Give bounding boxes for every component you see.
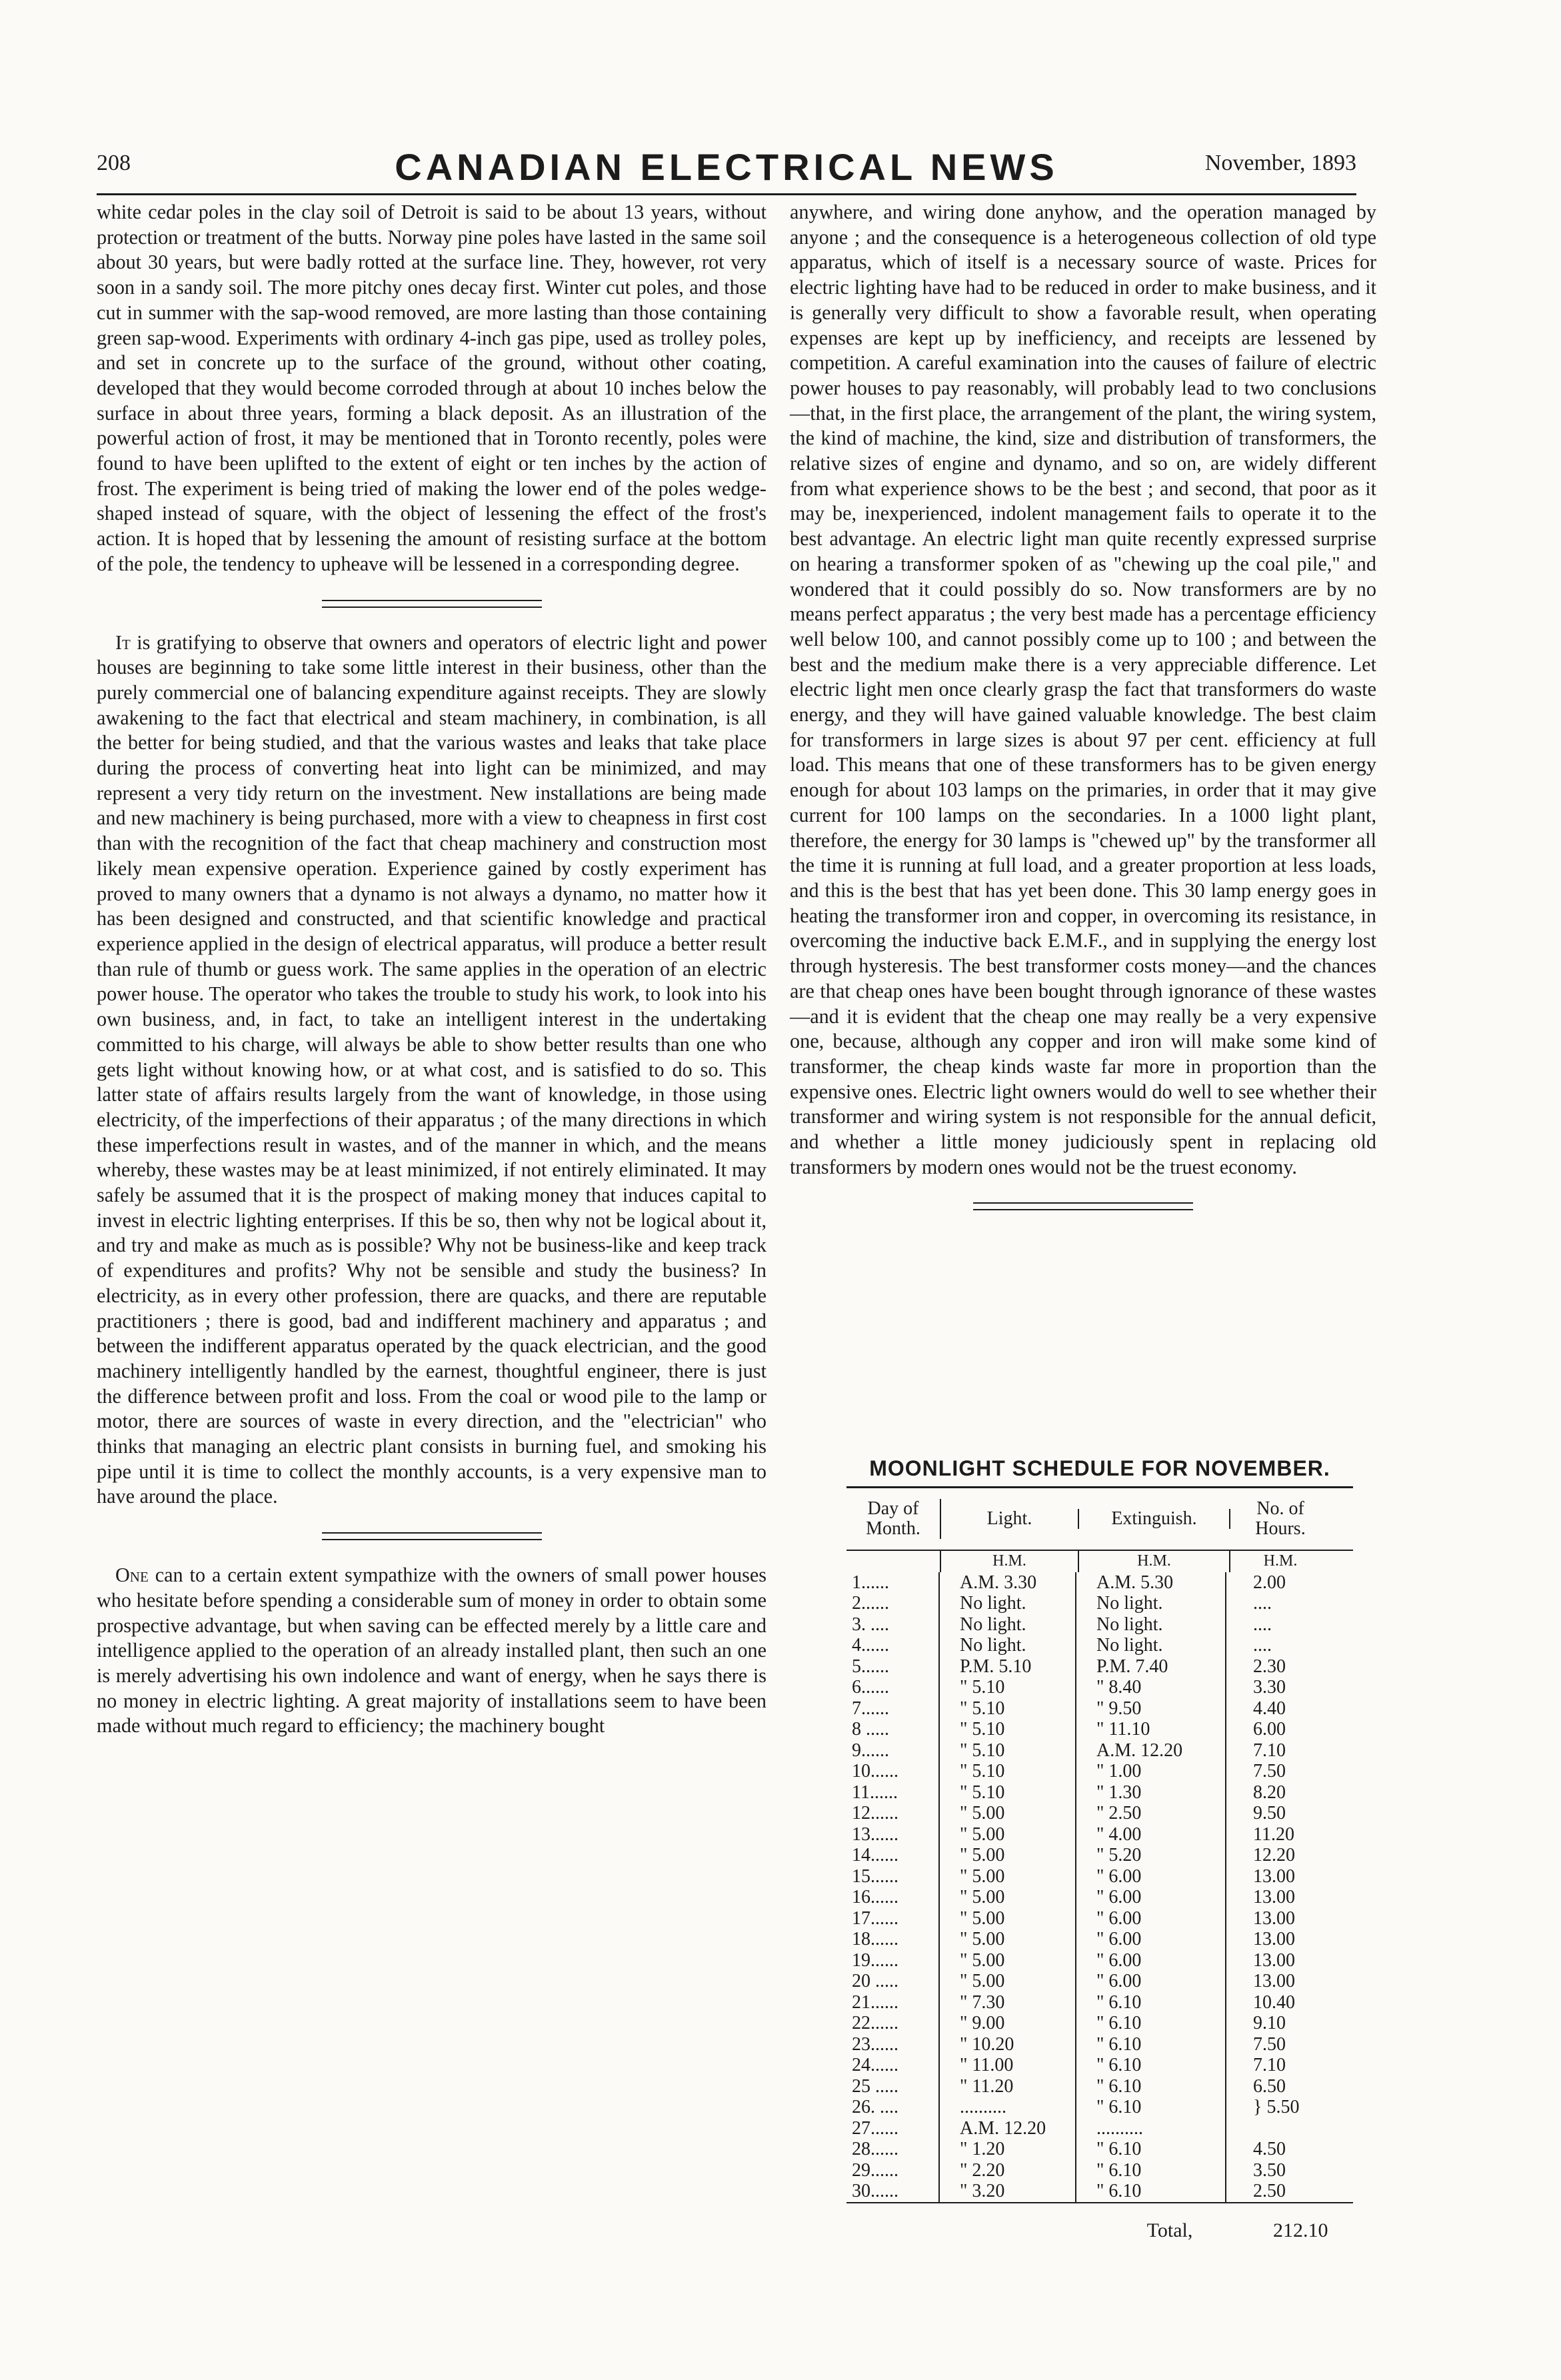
row-extinguish: No light. [1076, 1593, 1226, 1614]
paragraph-text: can to a certain extent sympathize with the owners of small power houses who hesitate before spending a considerable sum of money in order to obtain some prospective advantage, but when saving can be effected merely by a little care and intelligence applied to the operation of an already installed plant, then such an one is merely advertising his own indolence and want of energy, when he says there is no money in electric lighting. A great majority of installations seem to have been made without much regard to efficiency; the machinery bought [97, 1564, 767, 1738]
table-row [846, 1950, 1353, 1971]
row-hours: 6.00 [1253, 1719, 1286, 1740]
table-row [846, 1614, 1353, 1636]
row-light: .......... [940, 2097, 1076, 2118]
row-extinguish: " 1.30 [1076, 1782, 1226, 1803]
row-extinguish: " 6.10 [1076, 2013, 1226, 2034]
row-light: " 5.00 [940, 1845, 1076, 1866]
page-number: 208 [97, 151, 131, 175]
row-light: No light. [940, 1593, 1076, 1614]
row-extinguish: " 6.00 [1076, 1950, 1226, 1971]
table-row [846, 2160, 1353, 2181]
lead-word: One [115, 1564, 149, 1587]
row-light: " 10.20 [940, 2034, 1076, 2055]
table-row [846, 1593, 1353, 1614]
table-row [846, 2055, 1353, 2076]
row-extinguish: " 8.40 [1076, 1677, 1226, 1698]
row-light: A.M. 12.20 [940, 2118, 1076, 2139]
schedule-total [846, 2219, 1353, 2242]
table-row [846, 1782, 1353, 1803]
lead-word: It [115, 630, 131, 654]
article-paragraph-transformers: anywhere, and wiring done anyhow, and the operation managed by anyone ; and the consequence is a heterogeneous collection of old type apparatus, which of itself is a necessary source of waste. Prices for electric lighting have had to be reduced in order to make business, and it is generally very difficult to show a favorable result, when operating expenses are kept up by inefficiency, and receipts are lessened by competition. A careful examination into the causes of failure of electric power houses to pay reasonably, will probably lead to two conclusions—that, in the first place, the arrangement of the plant, the wiring system, the kind of machine, the kind, size and distribution of transformers, the relative sizes of engine and dynamo, and so on, are widely different from what experience shows to be the best ; and second, that poor as it may be, inexperienced, indolent management fails to operate it to the best advantage. An electric light man quite recently expressed surprise on hearing a transformer spoken of as "chewing up the coal pile," and wondered that it could possibly do so. Now transformers are by no means perfect apparatus ; the very best made has a percentage efficiency well below 100, and cannot possibly come up to 100 ; and between the best and the medium make there is a very appreciable difference. Let electric light men once clearly grasp the fact that transformers do waste energy, and they will have gained valuable knowledge. The best claim for transformers in large sizes is about 97 per cent. efficiency at full load. This means that one of these transformers has to be given energy enough for about 103 lamps on the primaries, in order that it may give current for 100 lamps on the secondaries. In a 1000 light plant, therefore, the energy for 30 lamps is "chewed up" by the transformer all the time it is running at full load, and a greater proportion at less loads, and this is the best that has yet been done. This 30 lamp energy goes in heating the transformer iron and copper, in overcoming its resistance, in overcoming the inductive back E.M.F., and in supplying the energy lost through hysteresis. The best transformer costs money—and the chances are that cheap ones have been bought through ignorance of these wastes—and it is evident that the cheap one may really be a very expensive one, because, although any copper and iron will make some kind of transformer, the cheap kinds waste far more in proportion than the expensive ones. Electric light owners would do well to see whether their transformer and wiring system is not responsible for the annual deficit, and whether a little money judiciously spent in replacing old transformers by modern ones would not be the truest economy. [790, 201, 1376, 1178]
row-hours: 13.00 [1253, 1887, 1295, 1907]
row-day: 3. .... [846, 1614, 940, 1636]
page-header [97, 145, 1356, 188]
row-day: 17...... [846, 1908, 940, 1929]
row-extinguish: A.M. 5.30 [1076, 1572, 1226, 1594]
row-extinguish: " 6.10 [1076, 2097, 1226, 2118]
row-light: P.M. 5.10 [940, 1656, 1076, 1678]
row-day: 20 ..... [846, 1971, 940, 1992]
row-light: " 5.00 [940, 1887, 1076, 1908]
table-row [846, 1761, 1353, 1782]
row-day: 25 ..... [846, 2076, 940, 2097]
row-light: " 9.00 [940, 2013, 1076, 2034]
row-extinguish: " 6.10 [1076, 2034, 1226, 2055]
row-day: 2...... [846, 1593, 940, 1614]
row-day: 30...... [846, 2181, 940, 2202]
row-light: " 5.00 [940, 1803, 1076, 1824]
row-extinguish: " 11.10 [1076, 1719, 1226, 1740]
moonlight-schedule [846, 1456, 1353, 2242]
article-paragraph-owners [97, 630, 767, 1510]
row-hours: .... [1253, 1635, 1272, 1656]
row-hours: 10.40 [1253, 1991, 1295, 2013]
row-day: 14...... [846, 1845, 940, 1866]
table-row [846, 1698, 1353, 1720]
header-rule [97, 193, 1356, 195]
header-day: Day of Month. [846, 1499, 941, 1539]
table-row [846, 1635, 1353, 1656]
row-hours: 13.00 [1253, 1949, 1295, 1971]
row-hours: 7.50 [1253, 2033, 1286, 2055]
row-extinguish: A.M. 12.20 [1076, 1740, 1226, 1762]
row-hours: 13.00 [1253, 1929, 1295, 1949]
row-extinguish: " 6.00 [1076, 1887, 1226, 1908]
table-row [846, 2013, 1353, 2034]
row-day: 22...... [846, 2013, 940, 2034]
row-hours: 7.50 [1253, 1761, 1286, 1782]
table-row [846, 1572, 1353, 1594]
row-light: " 5.00 [940, 1908, 1076, 1929]
row-day: 4...... [846, 1635, 940, 1656]
total-value: 212.10 [1273, 2219, 1328, 2241]
row-day: 5...... [846, 1656, 940, 1678]
row-day: 7...... [846, 1698, 940, 1720]
row-light: " 3.20 [940, 2181, 1076, 2202]
row-hours: 11.20 [1253, 1823, 1294, 1845]
row-light: " 5.00 [940, 1929, 1076, 1950]
table-row [846, 1908, 1353, 1929]
table-row [846, 1866, 1353, 1887]
table-row [846, 1992, 1353, 2013]
row-extinguish: " 6.00 [1076, 1971, 1226, 1992]
row-extinguish: " 6.10 [1076, 2076, 1226, 2097]
table-row [846, 1845, 1353, 1866]
header-light: Light. [941, 1509, 1079, 1529]
row-light: No light. [940, 1614, 1076, 1636]
row-day: 10...... [846, 1761, 940, 1782]
row-hours: 2.30 [1253, 1656, 1286, 1677]
table-row [846, 1740, 1353, 1762]
row-hours: 13.00 [1253, 1971, 1295, 1991]
row-hours: 3.50 [1253, 2159, 1286, 2181]
left-column [97, 200, 767, 1739]
row-hours: .... [1253, 1614, 1272, 1635]
table-row [846, 1887, 1353, 1908]
row-day: 13...... [846, 1824, 940, 1845]
row-light: " 5.10 [940, 1719, 1076, 1740]
row-hours: 6.50 [1253, 2075, 1286, 2097]
schedule-body [846, 1551, 1353, 2203]
row-hours: 9.10 [1253, 2013, 1286, 2033]
row-extinguish: " 6.10 [1076, 2181, 1226, 2202]
row-day: 19...... [846, 1950, 940, 1971]
row-extinguish: " 5.20 [1076, 1845, 1226, 1866]
section-divider [973, 1202, 1193, 1210]
table-row [846, 1824, 1353, 1845]
row-light: " 5.00 [940, 1971, 1076, 1992]
row-day: 23...... [846, 2034, 940, 2055]
row-extinguish: " 2.50 [1076, 1803, 1226, 1824]
row-extinguish: " 4.00 [1076, 1824, 1226, 1845]
section-divider [322, 600, 542, 608]
row-extinguish: .......... [1076, 2118, 1226, 2139]
row-extinguish: " 6.10 [1076, 2139, 1226, 2160]
row-hours: 2.00 [1253, 1572, 1286, 1593]
row-light: " 5.10 [940, 1761, 1076, 1782]
unit-extinguish: H.M. [1079, 1551, 1230, 1572]
row-light: " 5.10 [940, 1782, 1076, 1803]
table-row [846, 2097, 1353, 2118]
row-light: A.M. 3.30 [940, 1572, 1076, 1594]
table-row [846, 1929, 1353, 1950]
header-extinguish: Extinguish. [1079, 1509, 1230, 1529]
table-row [846, 2076, 1353, 2097]
article-paragraph-poles: white cedar poles in the clay soil of Detroit is said to be about 13 years, without protection or treatment of the butts. Norway pine poles have lasted in the same soil about 30 years, but were badly rotted at the surface line. They, however, rot very soon in a sandy soil. The more pitchy ones decay first. Winter cut poles, and those cut in summer with the sap-wood removed, are more lasting than those containing green sap-wood. Experiments with ordinary 4-inch gas pipe, used as trolley poles, and set in concrete up to the surface of the ground, without other coating, developed that they would become corroded through at about 10 inches below the surface in about three years, forming a black deposit. As an illustration of the powerful action of frost, it may be mentioned that in Toronto recently, poles were found to have been uplifted to the extent of eight or ten inches by the action of frost. The experiment is being tried of making the lower end of the poles wedge-shaped instead of square, with the object of lessening the effect of the frost's action. It is hoped that by lessening the amount of resisting surface at the bottom of the pole, the tendency to upheave will be lessened in a corresponding degree. [97, 201, 767, 575]
row-light: " 7.30 [940, 1992, 1076, 2013]
unit-light: H.M. [941, 1551, 1079, 1572]
schedule-title: MOONLIGHT SCHEDULE FOR NOVEMBER. [869, 1456, 1330, 1480]
row-hours: 4.40 [1253, 1698, 1286, 1719]
article-paragraph-small-houses [97, 1563, 767, 1739]
row-light: " 5.00 [940, 1824, 1076, 1845]
row-hours: .... [1253, 1593, 1272, 1614]
row-day: 29...... [846, 2160, 940, 2181]
row-hours: } 5.50 [1253, 2097, 1300, 2117]
row-extinguish: " 6.00 [1076, 1908, 1226, 1929]
table-row [846, 2181, 1353, 2202]
row-hours: 12.20 [1253, 1845, 1295, 1865]
schedule-units [846, 1551, 1353, 1572]
row-day: 26. .... [846, 2097, 940, 2118]
row-extinguish: No light. [1076, 1635, 1226, 1656]
row-extinguish: No light. [1076, 1614, 1226, 1636]
row-hours: 7.10 [1253, 1740, 1286, 1761]
row-hours [1226, 2118, 1326, 2139]
row-day: 16...... [846, 1887, 940, 1908]
header-hours: No. of Hours. [1255, 1498, 1306, 1539]
table-row [846, 2118, 1353, 2139]
paragraph-text: is gratifying to observe that owners and operators of electric light and power houses are beginning to take some little interest in their business, other than the purely commercial one of balancing expenditure against receipts. They are slowly awakening to the fact that electrical and steam machinery, in combination, is all the better for being studied, and that the various wastes and leaks that take place during the process of converting heat into light can be minimized, and may represent a very tidy return on the investment. New installations are being made and new machinery is being purchased, more with a view to cheapness in first cost than with the recognition of the fact that cheap machinery and construction most likely mean expensive operation. Experience gained by costly experiment has proved to many owners that a dynamo is not always a dynamo, no matter how it has been designed and constructed, and that scientific knowledge and practical experience applied in the design of electrical apparatus, will produce a better result than rule of thumb or guess work. The same applies in the operation of an electric power house. The operator who takes the trouble to study his work, to look into his own business, and, in fact, to take an intelligent interest in the undertaking committed to his charge, will always be able to show better results than one who gets light without knowing how, or at what cost, and is satisfied to do so. This latter state of affairs results largely from the want of knowledge, in those using electricity, of the imperfections of their apparatus ; of the many directions in which these imperfections result in wastes, and of the manner in which, and the means whereby, these wastes may be at least minimized, if not entirely eliminated. It may safely be assumed that it is the prospect of making money that induces capital to invest in electric lighting enterprises. If this be so, then why not be logical about it, and try and make as much as is possible? Why not be business-like and keep track of expenditures and profits? Why not be sensible and study the business? In electricity, as in every other profession, there are quacks, and there are reputable practitioners ; there is good, bad and indifferent machinery and apparatus ; and between the indifferent apparatus operated by the quack electrician, and the good machinery intelligently handled by the earnest, thoughtful engineer, there is just the difference between profit and loss. From the coal or wood pile to the lamp or motor, there are sources of waste in every direction, and the "electrician" who thinks that managing an electric plant consists in burning fuel, and smoking his pipe until it is time to collect the monthly accounts, is a very expensive man to have around the place. [97, 630, 767, 1508]
row-hours: 8.20 [1253, 1782, 1286, 1803]
row-light: " 11.00 [940, 2055, 1076, 2076]
row-extinguish: " 9.50 [1076, 1698, 1226, 1720]
table-row [846, 1719, 1353, 1740]
section-divider [322, 1532, 542, 1540]
publication-title: CANADIAN ELECTRICAL NEWS [395, 146, 1058, 188]
row-extinguish: " 6.00 [1076, 1866, 1226, 1887]
row-day: 28...... [846, 2139, 940, 2160]
row-light: " 1.20 [940, 2139, 1076, 2160]
row-hours: 2.50 [1253, 2181, 1286, 2201]
row-day: 27...... [846, 2118, 940, 2139]
row-light: " 5.10 [940, 1677, 1076, 1698]
row-light: " 11.20 [940, 2076, 1076, 2097]
row-extinguish: " 6.10 [1076, 1992, 1226, 2013]
right-column [790, 200, 1376, 1233]
unit-day [846, 1551, 941, 1572]
schedule-header [846, 1486, 1353, 1551]
row-day: 18...... [846, 1929, 940, 1950]
row-extinguish: " 6.10 [1076, 2160, 1226, 2181]
row-hours: 3.30 [1253, 1677, 1286, 1698]
row-day: 11...... [846, 1782, 940, 1803]
row-light: " 5.00 [940, 1950, 1076, 1971]
row-day: 12...... [846, 1803, 940, 1824]
row-hours: 4.50 [1253, 2139, 1286, 2159]
row-light: No light. [940, 1635, 1076, 1656]
row-day: 1...... [846, 1572, 940, 1594]
total-label: Total, [1146, 2219, 1193, 2241]
row-extinguish: P.M. 7.40 [1076, 1656, 1226, 1678]
table-row [846, 1803, 1353, 1824]
row-extinguish: " 6.10 [1076, 2055, 1226, 2076]
row-hours: 9.50 [1253, 1803, 1286, 1823]
row-day: 6...... [846, 1677, 940, 1698]
table-row [846, 1656, 1353, 1678]
row-day: 8 ..... [846, 1719, 940, 1740]
row-light: " 5.10 [940, 1740, 1076, 1762]
table-row [846, 2034, 1353, 2055]
row-extinguish: " 6.00 [1076, 1929, 1226, 1950]
row-day: 21...... [846, 1992, 940, 2013]
row-light: " 2.20 [940, 2160, 1076, 2181]
row-day: 15...... [846, 1866, 940, 1887]
unit-hours: H.M. [1263, 1552, 1298, 1570]
row-hours: 13.00 [1253, 1907, 1295, 1929]
row-hours: 13.00 [1253, 1865, 1295, 1887]
row-day: 9...... [846, 1740, 940, 1762]
row-day: 24...... [846, 2055, 940, 2076]
row-hours: 7.10 [1253, 2055, 1286, 2075]
row-light: " 5.00 [940, 1866, 1076, 1887]
table-row [846, 1677, 1353, 1698]
issue-date: November, 1893 [1204, 151, 1356, 175]
row-extinguish: " 1.00 [1076, 1761, 1226, 1782]
table-row [846, 2139, 1353, 2160]
row-light: " 5.10 [940, 1698, 1076, 1720]
table-row [846, 1971, 1353, 1992]
